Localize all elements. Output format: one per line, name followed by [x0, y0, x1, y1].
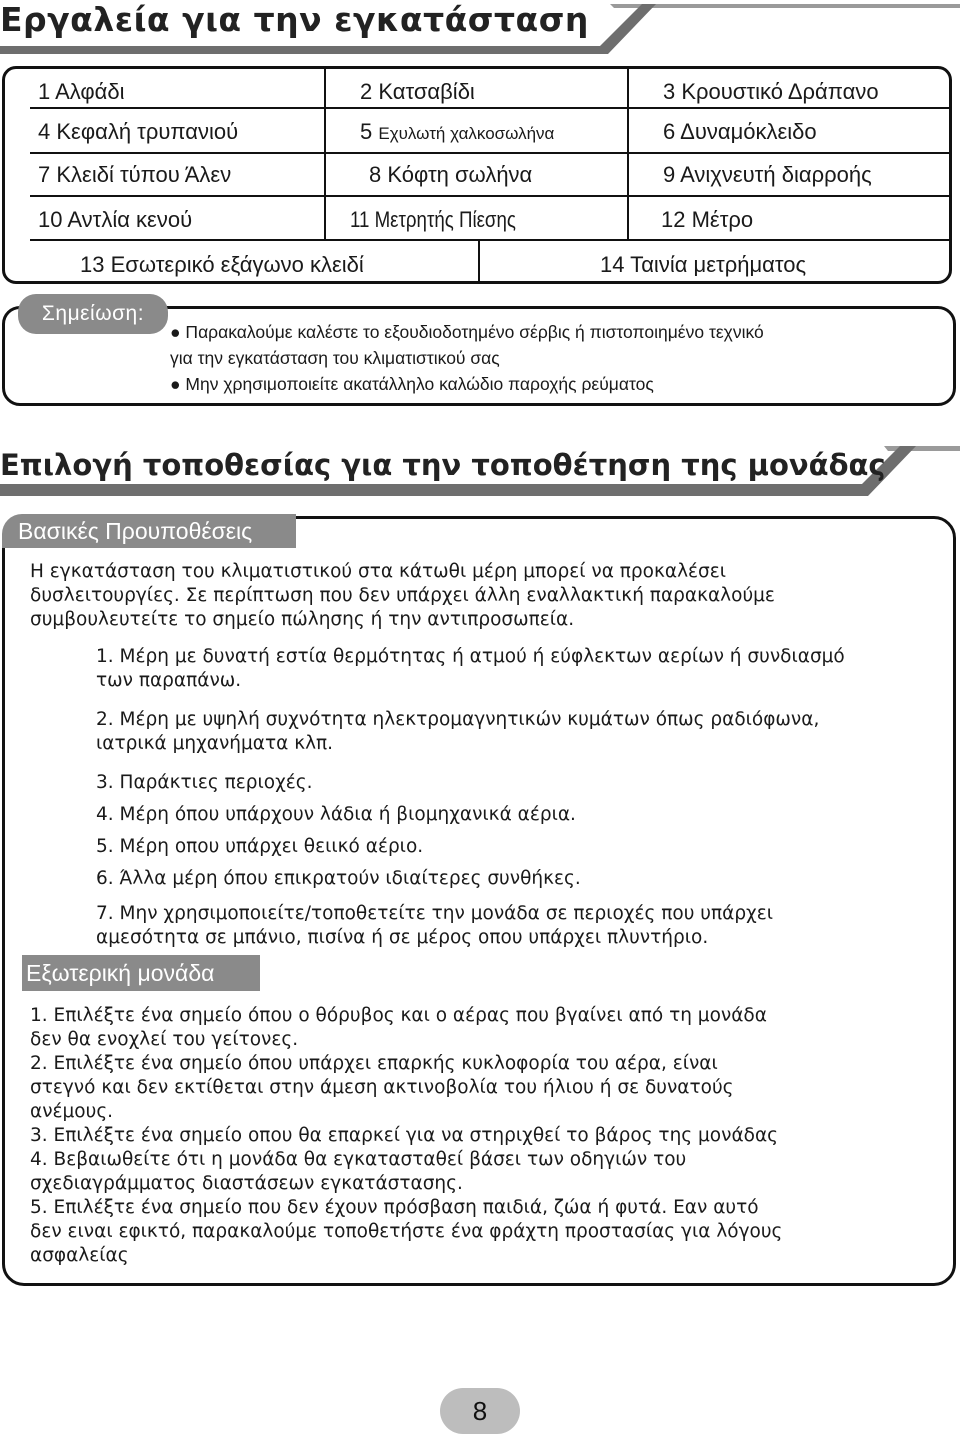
outdoor-line: 1. Επιλέξτε ένα σημείο όπου ο θόρυβος και ο αέρας που βγαίνει από τη μονάδα — [30, 1005, 767, 1026]
tool-item: 10 Αντλία κενού — [38, 207, 193, 232]
basic-conditions-label: Βασικές Προυποθέσεις — [2, 514, 296, 548]
outdoor-unit-label: Εξωτερική μονάδα — [22, 955, 260, 991]
note-label: Σημείωση: — [18, 294, 168, 334]
tool-item: 14 Ταινία μετρήματος — [600, 252, 807, 277]
table-divider — [478, 240, 480, 284]
condition-line: 6. Άλλα μέρη όπου επικρατούν ιδιαίτερες συνθήκες. — [96, 868, 581, 889]
outdoor-line: ασφαλείας — [30, 1245, 129, 1266]
page-number: 8 — [440, 1388, 520, 1434]
table-divider — [30, 152, 950, 154]
outdoor-line: ανέμους. — [30, 1101, 114, 1122]
condition-line: 3. Παράκτιες περιοχές. — [96, 772, 313, 793]
table-divider — [30, 239, 950, 241]
note-line: για την εγκατάσταση του κλιματιστικού σας — [170, 348, 500, 368]
tool-item-number: 5 — [360, 119, 373, 144]
tool-item: 12 Μέτρο — [661, 207, 754, 232]
outdoor-line: στεγνό και δεν εκτίθεται στην άμεση ακτινοβολία του ήλιου ή σε δυνατούς — [30, 1077, 734, 1098]
outdoor-line: δεν θα ενοχλεί του γείτονες. — [30, 1029, 299, 1050]
note-line: ● Παρακαλούμε καλέστε το εξουδιοδοτημένο σέρβις ή πιστοποιημένο τεχνικό — [170, 322, 764, 342]
tool-item: 6 Δυναμόκλειδο — [663, 119, 817, 144]
table-divider — [627, 68, 629, 240]
tool-item: 3 Κρουστικό Δράπανο — [663, 79, 879, 104]
condition-line: 7. Μην χρησιμοποιείτε/τοποθετείτε την μονάδα σε περιοχές που υπάρχει — [96, 903, 774, 924]
table-divider — [30, 107, 950, 109]
condition-line: ιατρικά μηχανήματα κλπ. — [96, 733, 334, 754]
tool-item: 8 Κόφτη σωλήνα — [369, 162, 533, 187]
tool-item: 9 Ανιχνευτή διαρροής — [663, 162, 872, 187]
tool-item: 13 Εσωτερικό εξάγωνο κλειδί — [80, 252, 364, 277]
condition-line: των παραπάνω. — [96, 670, 242, 691]
note-line: ● Μην χρησιμοποιείτε ακατάλληλο καλώδιο παροχής ρεύματος — [170, 374, 654, 394]
tool-item: 7 Κλειδί τύπου Άλεν — [38, 162, 232, 187]
intro-line: Η εγκατάσταση του κλιματιστικού στα κάτωθι μέρη μπορεί να προκαλέσει — [30, 561, 726, 582]
tool-item — [350, 207, 545, 233]
outdoor-line: 2. Επιλέξτε ένα σημείο όπου υπάρχει επαρκής κυκλοφορία του αέρα, είναι — [30, 1053, 718, 1074]
condition-line: 2. Μέρη με υψηλή συχνότητα ηλεκτρομαγνητικών κυμάτων όπως ραδιόφωνα, — [96, 709, 820, 730]
condition-line: 5. Μέρη οπου υπάρχει θειικό αέριο. — [96, 836, 424, 857]
tool-item: 2 Κατσαβίδι — [360, 79, 475, 104]
outdoor-line: σχεδιαγράμματος διαστάσεων εγκατάστασης. — [30, 1173, 463, 1194]
outdoor-line: 4. Βεβαιωθείτε ότι η μονάδα θα εγκατασταθεί βάσει των οδηγιών του — [30, 1149, 687, 1170]
condition-line: αμεσότητα σε μπάνιο, πισίνα ή σε μέρος οπου υπάρχει πλυντήριο. — [96, 927, 709, 948]
location-section-title: Επιλογή τοποθεσίας για την τοποθέτηση της μονάδας — [0, 448, 886, 482]
tool-item-label: Εχυλωτή χαλκοσωλήνα — [378, 124, 555, 143]
tool-item: 1 Αλφάδι — [38, 79, 125, 104]
tool-item — [360, 119, 554, 145]
tools-section-title: Εργαλεία για την εγκατάσταση — [0, 0, 589, 39]
condition-line: 1. Μέρη με δυνατή εστία θερμότητας ή ατμού ή εύφλεκτων αερίων ή συνδιασμό — [96, 646, 845, 667]
tool-item-label: 11 Μετρητής Πίεσης — [350, 207, 516, 232]
intro-line: συμβουλευτείτε το σημείο πώλησης ή την αντιπροσωπεία. — [30, 609, 575, 630]
outdoor-line: 3. Επιλέξτε ένα σημείο οπου θα επαρκεί για να στηριχθεί το βάρος της μονάδας — [30, 1125, 779, 1146]
table-divider — [324, 68, 326, 240]
outdoor-line: δεν ειναι εφικτό, παρακαλούμε τοποθετήστε ένα φράχτη προστασίας για λόγους — [30, 1221, 783, 1242]
tool-item: 4 Κεφαλή τρυπανιού — [38, 119, 239, 144]
table-divider — [30, 195, 950, 197]
intro-line: δυσλειτουργίες. Σε περίπτωση που δεν υπάρχει άλλη εναλλακτική παρακαλούμε — [30, 585, 775, 606]
outdoor-line: 5. Επιλέξτε ένα σημείο που δεν έχουν πρόσβαση παιδιά, ζώα ή φυτά. Εαν αυτό — [30, 1197, 759, 1218]
condition-line: 4. Μέρη όπου υπάρχουν λάδια ή βιομηχανικά αέρια. — [96, 804, 576, 825]
